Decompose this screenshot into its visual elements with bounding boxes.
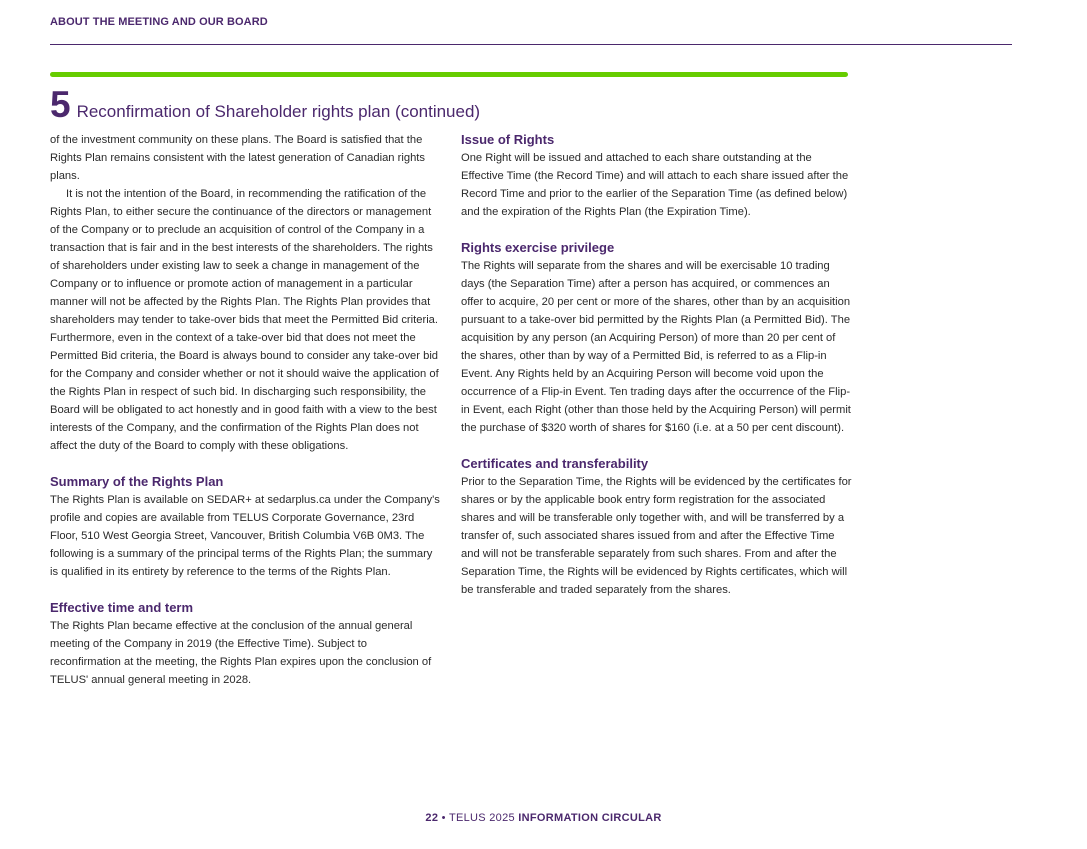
exercise-privilege-heading: Rights exercise privilege [461, 240, 615, 255]
certificates-heading: Certificates and transferability [461, 456, 649, 471]
issue-of-rights-paragraph: One Right will be issued and attached to each share outstanding at the Effective Time (the Record Time) and will attach to each share issued after the Record Time and prior to the earlier of the Separation Time (as defined below) and the expiration of the Rights Plan (the Expiration Time). [461, 152, 849, 218]
footer-separator: • [441, 812, 446, 824]
left-column [50, 131, 440, 689]
right-column [461, 131, 853, 599]
footer-doc-title: INFORMATION CIRCULAR [518, 812, 662, 824]
intro-paragraph: of the investment community on these plans. The Board is satisfied that the Rights Plan remains consistent with the latest generation of Canadian rights plans. [50, 134, 425, 182]
section-number: 5 [50, 84, 71, 125]
board-intention-paragraph: It is not the intention of the Board, in recommending the ratification of the Rights Plan, to either secure the continuance of the directors or management of the Company or to preclude an acquisition of control of the Company in a transaction that is fair and in the best interests of the shareholders. The rights of shareholders under existing law to seek a change in management of the Company or to influence or promote action of management in a particular manner will not be affected by the Rights Plan. The Rights Plan provides that shareholders may tender to take-over bids that meet the Permitted Bid criteria. Furthermore, even in the context of a take-over bid that does not meet the Permitted Bid criteria, the Board is always bound to consider any take-over bid for the Company and consider whether or not it should waive the application of the Rights Plan in respect of such bid. In discharging such responsibility, the Board will be obligated to act honestly and in good faith with a view to the best interests of the Company, and the confirmation of the Rights Plan does not affect the duty of the Board to comply with these obligations. [50, 188, 439, 452]
section-heading [50, 84, 480, 126]
effective-time-paragraph: The Rights Plan became effective at the conclusion of the annual general meeting of the Company in 2019 (the Effective Time). Subject to reconfirmation at the meeting, the Rights Plan expires upon the conclusion of TELUS' annual general meeting in 2028. [50, 620, 432, 686]
issue-of-rights-heading: Issue of Rights [461, 132, 555, 147]
summary-paragraph: The Rights Plan is available on SEDAR+ at sedarplus.ca under the Company's profile and copies are available from TELUS Corporate Governance, 23rd Floor, 510 West Georgia Street, Vancouver, British Columbia V6B 0M3. The following is a summary of the principal terms of the Rights Plan; the summary is qualified in its entirety by reference to the terms of the Rights Plan. [50, 494, 440, 578]
page-footer [0, 812, 1087, 824]
certificates-paragraph: Prior to the Separation Time, the Rights will be evidenced by the certificates for shares or by the applicable book entry form registration for the associated shares and will be transferable only together with, and will be transferred by a transfer of, such associated shares issued from and after the Effective Time and will not be transferable separately from such shares. From and after the Separation Time, the Rights will be evidenced by Rights certificates, which will be transferable and traded separately from the shares. [461, 476, 852, 596]
section-accent-bar [50, 72, 848, 77]
effective-time-heading: Effective time and term [50, 600, 194, 615]
exercise-privilege-paragraph: The Rights will separate from the shares and will be exercisable 10 trading days (the Separation Time) after a person has acquired, or commences an offer to acquire, 20 per cent or more of the shares, other than by an acquisition pursuant to a take-over bid permitted by the Rights Plan (a Permitted Bid). The acquisition by any person (an Acquiring Person) of more than 20 per cent of the shares, other than by way of a Permitted Bid, is referred to as a Flip-in Event. Any Rights held by an Acquiring Person will become void upon the occurrence of a Flip-in Event. Ten trading days after the occurrence of the Flip-in Event, each Right (other than those held by the Acquiring Person) will permit the purchase of $320 worth of shares for $160 (i.e. at a 50 per cent discount). [461, 260, 851, 434]
summary-heading: Summary of the Rights Plan [50, 474, 224, 489]
section-label: ABOUT THE MEETING AND OUR BOARD [50, 16, 268, 28]
header-rule [50, 44, 1012, 45]
page-number: 22 [425, 812, 439, 824]
section-title: Reconfirmation of Shareholder rights plan (continued) [76, 102, 481, 121]
footer-brand: TELUS 2025 [448, 812, 515, 824]
